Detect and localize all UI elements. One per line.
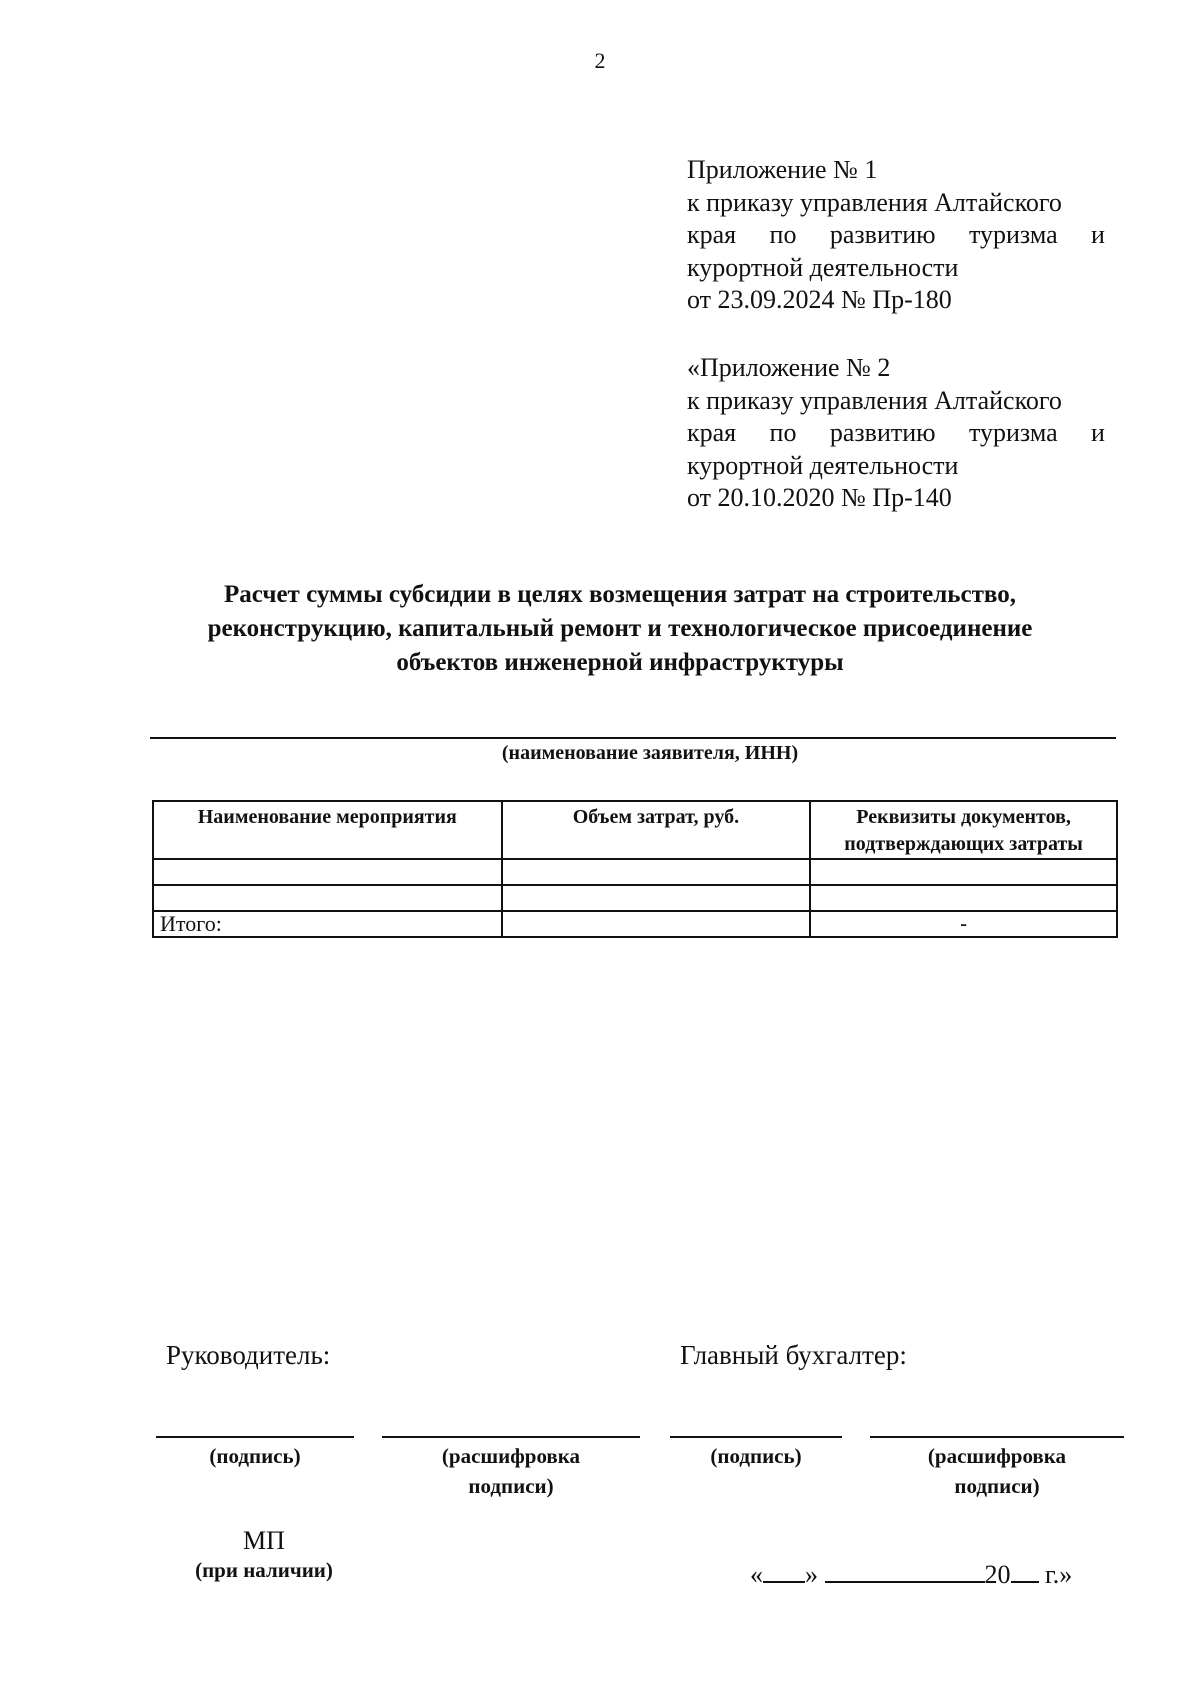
date-close-quote: » [805, 1560, 818, 1589]
stamp-note: (при наличии) [195, 1558, 333, 1582]
appendix-1-region-line [687, 219, 1105, 252]
year-field[interactable] [1011, 1580, 1039, 1583]
appendix-1-word: и [1091, 220, 1105, 249]
header-cost-amount: Объем затрат, руб. [502, 801, 811, 859]
cell-cost-amount[interactable] [502, 885, 811, 911]
cell-cost-amount[interactable] [502, 859, 811, 885]
date-open-quote: « [750, 1560, 763, 1589]
appendix-2-word: развитию [829, 418, 936, 447]
transcript-caption-line: (расшифровка [927, 1444, 1067, 1468]
document-title-line: реконструкцию, капитальный ремонт и технологическое присоединение [207, 615, 1033, 642]
accountant-signature-transcript-line[interactable] [870, 1436, 1124, 1438]
document-title [150, 578, 1090, 680]
year-suffix: г.» [1045, 1560, 1073, 1589]
table-row [153, 885, 1117, 911]
total-label: Итого: [153, 911, 502, 937]
head-signature-caption: (подпись) [209, 1444, 301, 1468]
transcript-caption-line: подписи) [468, 1474, 554, 1498]
appendix-1-activity-line: курортной деятельности [687, 252, 959, 282]
applicant-name-field[interactable] [150, 737, 1116, 739]
appendix-1-header [687, 154, 1105, 317]
header-supporting-documents-line: Реквизиты документов, [856, 806, 1071, 828]
year-prefix: 20 [984, 1560, 1011, 1589]
accountant-signature-caption: (подпись) [710, 1444, 802, 1468]
appendix-2-order-line: к приказу управления Алтайского [687, 385, 1062, 415]
appendix-2-header [687, 352, 1105, 515]
appendix-1-date-number: от 23.09.2024 № Пр-180 [687, 285, 952, 314]
page-number: 2 [594, 48, 606, 73]
stamp-placeholder [174, 1526, 354, 1583]
transcript-caption-line: (расшифровка [441, 1444, 581, 1468]
appendix-2-region-line [687, 417, 1105, 450]
day-field[interactable] [763, 1580, 805, 1583]
head-signature-line[interactable] [156, 1436, 354, 1438]
appendix-1-word: развитию [829, 220, 936, 249]
cost-table [152, 800, 1118, 938]
appendix-2-date-number: от 20.10.2020 № Пр-140 [687, 483, 952, 512]
table-row [153, 859, 1117, 885]
transcript-caption-line: подписи) [954, 1474, 1040, 1498]
appendix-1-title: Приложение № 1 [687, 155, 878, 184]
appendix-2-activity-line: курортной деятельности [687, 450, 959, 480]
appendix-2-word: и [1091, 418, 1105, 447]
header-supporting-documents-line: подтверждающих затраты [844, 833, 1083, 855]
document-title-line: объектов инженерной инфраструктуры [396, 649, 844, 676]
accountant-signature-transcript-caption [870, 1441, 1124, 1501]
total-supporting-documents: - [810, 911, 1117, 937]
total-cost-amount[interactable] [502, 911, 811, 937]
stamp-label: МП [243, 1526, 285, 1555]
head-signature-transcript-line[interactable] [382, 1436, 640, 1438]
chief-accountant-label: Главный бухгалтер: [680, 1340, 907, 1370]
appendix-1-word: туризма [968, 220, 1058, 249]
appendix-1-order-line: к приказу управления Алтайского [687, 187, 1062, 217]
table-total-row [153, 911, 1117, 937]
cell-event-name[interactable] [153, 885, 502, 911]
header-event-name: Наименование мероприятия [153, 801, 502, 859]
signing-date [750, 1560, 1072, 1590]
cell-event-name[interactable] [153, 859, 502, 885]
appendix-2-word: края [687, 418, 737, 447]
accountant-signature-line[interactable] [670, 1436, 842, 1438]
document-title-line: Расчет суммы субсидии в целях возмещения затрат на строительство, [224, 581, 1016, 608]
appendix-1-word: края [687, 220, 737, 249]
appendix-2-word: туризма [968, 418, 1058, 447]
head-signature-transcript-caption [382, 1441, 640, 1501]
cell-supporting-documents[interactable] [810, 885, 1117, 911]
applicant-name-caption: (наименование заявителя, ИНН) [501, 742, 799, 764]
appendix-2-title: «Приложение № 2 [687, 353, 891, 382]
month-field[interactable] [825, 1580, 985, 1583]
table-header-row [153, 801, 1117, 859]
appendix-1-word: по [769, 220, 797, 249]
header-supporting-documents [810, 801, 1117, 859]
head-label: Руководитель: [166, 1340, 331, 1370]
cell-supporting-documents[interactable] [810, 859, 1117, 885]
appendix-2-word: по [769, 418, 797, 447]
